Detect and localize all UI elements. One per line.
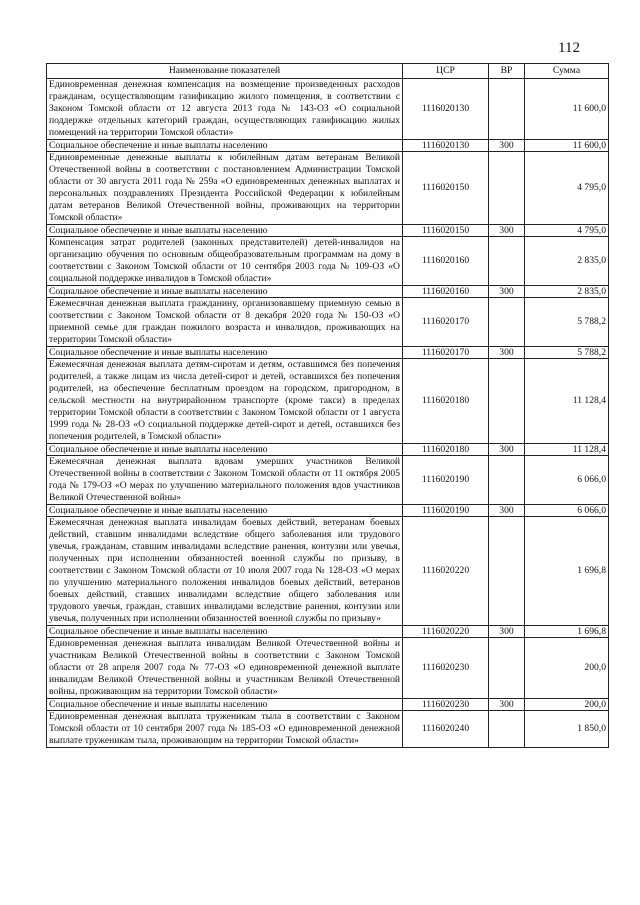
header-vr: ВР — [489, 64, 525, 79]
table-row — [47, 711, 609, 748]
row-vr: 300 — [489, 699, 525, 711]
row-sum: 6 066,0 — [525, 456, 609, 505]
row-csr: 1116020180 — [403, 444, 489, 456]
row-vr — [489, 456, 525, 505]
row-name: Компенсация затрат родителей (законных представителей) детей-инвалидов на организацию обучения по основным общеобразовательным программам на дому в соответствии с Законом Томской области от 10 сентября 2003 года № 109-ОЗ «О социальной поддержке инвалидов в Томской области» — [47, 237, 403, 286]
table-row — [47, 237, 609, 286]
row-vr — [489, 79, 525, 140]
header-name: Наименование показателей — [47, 64, 403, 79]
table-header-row — [47, 64, 609, 79]
table-row — [47, 225, 609, 237]
row-sum: 1 696,8 — [525, 517, 609, 626]
table-row — [47, 79, 609, 140]
row-name: Социальное обеспечение и иные выплаты населению — [47, 286, 403, 298]
table-row — [47, 638, 609, 699]
table-row — [47, 298, 609, 347]
row-vr: 300 — [489, 505, 525, 517]
row-name: Ежемесячная денежная выплата гражданину, организовавшему приемную семью в соответствии с Законом Томской области от 8 декабря 2020 года № 150-ОЗ «О приемной семье для граждан пожилого возраста и инвалидов, проживающих на территории Томской области» — [47, 298, 403, 347]
row-name: Социальное обеспечение и иные выплаты населению — [47, 699, 403, 711]
row-name: Единовременная денежная выплата труженикам тыла в соответствии с Законом Томской области от 10 сентября 2007 года № 185-ОЗ «О единовременной денежной выплате труженикам тыла, проживающим на территории Томской области» — [47, 711, 403, 748]
row-sum: 4 795,0 — [525, 225, 609, 237]
row-vr: 300 — [489, 225, 525, 237]
row-sum: 2 835,0 — [525, 286, 609, 298]
budget-table — [46, 63, 609, 748]
row-csr: 1116020220 — [403, 626, 489, 638]
row-vr — [489, 298, 525, 347]
row-vr — [489, 517, 525, 626]
row-sum: 200,0 — [525, 699, 609, 711]
row-name: Ежемесячная денежная выплата вдовам умерших участников Великой Отечественной войны в соответствии с Законом Томской области от 11 октября 2005 года № 179-ОЗ «О мерах по улучшению материального положения вдов участников Великой Отечественной войны» — [47, 456, 403, 505]
row-name: Ежемесячная денежная выплата инвалидам боевых действий, ветеранам боевых действий, ставшим инвалидами вследствие общего заболевания или трудового увечья, гражданам, ставшим инвалидами вследствие ранения, контузии или увечья, полученных при исполнении обязанностей военной службы по призыву, в соответствии с Законом Томской области от 10 июля 2007 года № 128-ОЗ «О мерах по улучшению материального положения инвалидов боевых действий, ветеранов боевых действий, ставших инвалидами вследствие общего заболевания или трудового увечья, граждан, ставших инвалидами вследствие ранения, контузии или увечья, полученных при исполнении обязанностей военной службы по призыву» — [47, 517, 403, 626]
row-vr — [489, 152, 525, 225]
table-row — [47, 152, 609, 225]
row-sum: 1 850,0 — [525, 711, 609, 748]
row-vr: 300 — [489, 626, 525, 638]
row-csr: 1116020220 — [403, 517, 489, 626]
row-sum: 5 788,2 — [525, 298, 609, 347]
row-vr: 300 — [489, 444, 525, 456]
row-csr: 1116020230 — [403, 699, 489, 711]
row-name: Единовременная денежная выплата инвалидам Великой Отечественной войны и участникам Великой Отечественной войны в соответствии с Законом Томской области от 28 апреля 2007 года № 77-ОЗ «О единовременной денежной выплате инвалидам Великой Отечественной войны и участникам Великой Отечественной войны, проживающим на территории Томской области» — [47, 638, 403, 699]
row-csr: 1116020170 — [403, 347, 489, 359]
row-name: Социальное обеспечение и иные выплаты населению — [47, 626, 403, 638]
table-row — [47, 286, 609, 298]
page-number: 112 — [558, 40, 580, 56]
row-csr: 1116020160 — [403, 237, 489, 286]
row-vr — [489, 638, 525, 699]
table-row — [47, 505, 609, 517]
row-csr: 1116020130 — [403, 140, 489, 152]
row-sum: 6 066,0 — [525, 505, 609, 517]
row-sum: 200,0 — [525, 638, 609, 699]
table-row — [47, 517, 609, 626]
row-sum: 11 128,4 — [525, 444, 609, 456]
row-vr — [489, 359, 525, 444]
row-vr — [489, 237, 525, 286]
row-vr: 300 — [489, 140, 525, 152]
row-name: Социальное обеспечение и иные выплаты населению — [47, 444, 403, 456]
row-csr: 1116020150 — [403, 152, 489, 225]
row-name: Социальное обеспечение и иные выплаты населению — [47, 347, 403, 359]
row-name: Социальное обеспечение и иные выплаты населению — [47, 140, 403, 152]
row-csr: 1116020190 — [403, 505, 489, 517]
table-row — [47, 347, 609, 359]
row-name: Единовременная денежная компенсация на возмещение произведенных расходов гражданам, осуществляющим газификацию жилого помещения, в соответствии с Законом Томской области от 12 августа 2013 года № 143-ОЗ «О социальной поддержке отдельных категорий граждан, осуществляющих газификацию жилых помещений на территории Томской области» — [47, 79, 403, 140]
row-sum: 5 788,2 — [525, 347, 609, 359]
row-csr: 1116020150 — [403, 225, 489, 237]
header-sum: Сумма — [525, 64, 609, 79]
table-row — [47, 699, 609, 711]
table-row — [47, 626, 609, 638]
row-sum: 11 600,0 — [525, 140, 609, 152]
row-vr: 300 — [489, 347, 525, 359]
table-row — [47, 456, 609, 505]
row-name: Единовременные денежные выплаты к юбилейным датам ветеранам Великой Отечественной войны в соответствии с постановлением Администрации Томской области от 30 августа 2011 года № 259а «О единовременных денежных выплатах и персональных поздравлениях Президента Российской Федерации к юбилейным датам ветеранов Великой Отечественной войны, проживающих на территории Томской области» — [47, 152, 403, 225]
header-csr: ЦСР — [403, 64, 489, 79]
row-csr: 1116020160 — [403, 286, 489, 298]
row-name: Социальное обеспечение и иные выплаты населению — [47, 225, 403, 237]
row-vr — [489, 711, 525, 748]
row-sum: 4 795,0 — [525, 152, 609, 225]
row-csr: 1116020170 — [403, 298, 489, 347]
row-name: Социальное обеспечение и иные выплаты населению — [47, 505, 403, 517]
row-csr: 1116020240 — [403, 711, 489, 748]
row-sum: 1 696,8 — [525, 626, 609, 638]
table-row — [47, 359, 609, 444]
row-sum: 2 835,0 — [525, 237, 609, 286]
table-row — [47, 444, 609, 456]
row-sum: 11 128,4 — [525, 359, 609, 444]
row-csr: 1116020230 — [403, 638, 489, 699]
row-sum: 11 600,0 — [525, 79, 609, 140]
row-csr: 1116020130 — [403, 79, 489, 140]
table-row — [47, 140, 609, 152]
row-vr: 300 — [489, 286, 525, 298]
row-csr: 1116020190 — [403, 456, 489, 505]
row-csr: 1116020180 — [403, 359, 489, 444]
row-name: Ежемесячная денежная выплата детям-сиротам и детям, оставшимся без попечения родителей, а также лицам из числа детей-сирот и детей, оставшихся без попечения родителей, на обеспечение бесплатным проездом на городском, пригородном, в сельской местности на внутрирайонном транспорте (кроме такси) в пределах территории Томской области в соответствии с Законом Томской области от 1 августа 1999 года № 28-ОЗ «О социальной поддержке детей-сирот и детей, оставшихся без попечения родителей, в Томской области» — [47, 359, 403, 444]
